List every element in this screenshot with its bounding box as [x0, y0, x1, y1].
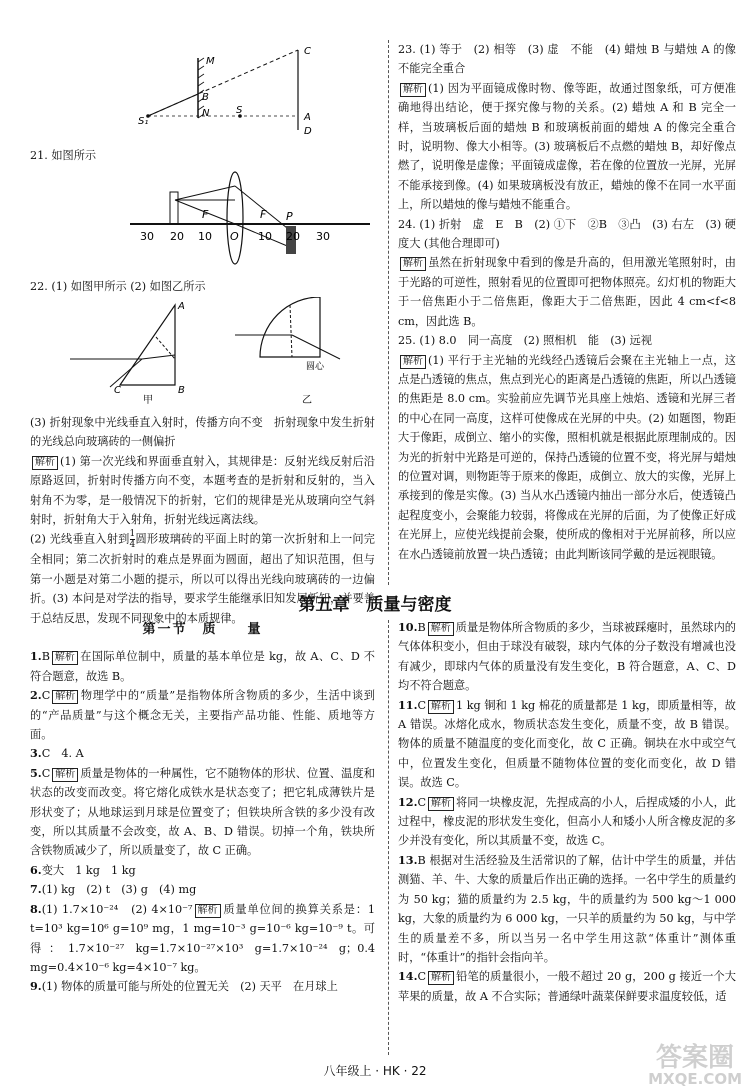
- left-top-column: [30, 40, 375, 628]
- column-divider-top: [388, 40, 389, 585]
- q25-analysis: 解析 (1) 平行于主光轴的光线经凸透镜后会聚在主光轴上一点，这点是凸透镜的焦点，焦点到光心的距离是凸透镜的焦距，所以凸透镜的焦距是 8.0 cm。实验前应先调节光具座上烛焰、透镜和光屏三者的中心在同一高度，这样可使像成在光屏的中央。(2) 如题图，物距大于像距，成倒立、缩小的实像，照相机就是根据此原理制成的。因为光的折射中光路是可逆的，保持凸透镜的位置不变，将光屏与蜡烛的位置对调，则物距等于原来的像距，成倒立、放大的实像，光屏上承接到的像是实像。(3) 当从水凸透镜内抽出一部分水后，使透镜凸起程度变小，会聚能力较弱，将像成在光屏的后面，为了使像正好成在光屏上，应使光线提前会聚，使所成的像相对于光屏前移，所以应在水凸透镜前放置一块凸透镜；由此判断该同学戴的是远视眼镜。: [398, 353, 736, 561]
- q11: 11.C 解析 1 kg 铜和 1 kg 棉花的质量都是 1 kg，即质量相等，故 A 错误。冰熔化成水，物质状态发生变化，质量不变，故 B 错误。物体的质量不随温度的变化而变化，故 C 正确。铜块在水中或空气中，位置发生变化，但质量不随物体位置的变化而变化，故 D 错误。故选 C。: [398, 697, 736, 790]
- q23-head: 23. (1) 等于 (2) 相等 (3) 虚 不能 (4) 蜡烛 B 与蜡烛 A 的像不能完全重合: [398, 43, 736, 76]
- section-title: 第一节 质 量: [142, 622, 263, 637]
- q22-label: 22. (1) 如图甲所示 (2) 如图乙所示: [30, 280, 206, 294]
- column-divider-bottom: [388, 620, 389, 1055]
- watermark-logo: 答案圈 MXQE.COM: [648, 1043, 742, 1088]
- q2: 2.C 解析 物理学中的“质量”是指物体所含物质的多少，生活中谈到的“产品质量”与这个概念无关，主要指产品功能、性能、质地等方面。: [30, 688, 375, 742]
- label-a: A: [304, 112, 311, 123]
- caption-jia: 甲: [143, 394, 153, 406]
- label-b: B: [202, 92, 209, 103]
- refraction-diagrams: [30, 297, 375, 407]
- label-f1: F: [202, 207, 209, 221]
- label-p: P: [286, 209, 293, 223]
- q23-analysis: 解析 (1) 因为平面镜成像时物、像等距，故通过图象纸，可方便准确地得出结论，便于探究像与物的关系。(2) 蜡烛 A 和 B 完全一样，当玻璃板后面的蜡烛 B 和玻璃板前面的蜡烛 A 的像完全重合时，说明物、像大小相等。(3) 玻璃板后不点燃的蜡烛 B，却好像点燃了，说明像是虚像；平面镜成虚像，若在像的位置放一光屏，光屏不能承接到像。(4) 如果玻璃板没有放正，蜡烛的像不在同一水平面上，所以蜡烛的像与蜡烛不能重合。: [398, 81, 736, 212]
- q24-analysis: 解析 虽然在折射现象中看到的像是升高的，但用激光笔照射时，由于光路的可逆性，照射看见的位置即可把物体照亮。幻灯机的物距大于一倍焦距小于二倍焦距，像距大于二倍焦距，因此 4 cm<f<8 cm，因此选 B。: [398, 256, 736, 328]
- label-m: M: [206, 56, 215, 67]
- label-center: 圆心: [306, 361, 325, 372]
- label-c: C: [304, 46, 311, 57]
- q21-label: 21. 如图所示: [30, 149, 97, 163]
- q5: 5.C 解析 质量是物体的一种属性，它不随物体的形状、位置、温度和状态的改变而改变。将它熔化成铁水是状态变了；把它轧成薄铁片是形状变了；从地球运到月球是位置变了；但铁块所含铁的多少没有改变，所以其质量不会改变，故 A、B、D 错误。切掉一个角，铁块所含铁物质减少了，所以质量变了，故 C 正确。: [30, 765, 375, 858]
- caption-yi: 乙: [302, 394, 312, 406]
- fraction-quarter: $\frac{1}{4}$: [129, 529, 136, 551]
- tick-10-left: 10: [198, 229, 212, 243]
- label-f2: F: [260, 207, 267, 221]
- q14: 14.C 解析 铅笔的质量很小，一般不超过 20 g，200 g 接近一个大苹果的质量，故 A 不合实际；普通绿叶蔬菜保鲜要求温度较低，适: [398, 969, 736, 1003]
- prism-label-c: C: [114, 384, 121, 396]
- tick-30-left: 30: [140, 229, 154, 243]
- right-top-column: [398, 40, 736, 564]
- label-s1: S₁: [138, 116, 149, 127]
- convex-lens-diagram: [30, 166, 375, 271]
- label-d: D: [304, 126, 312, 137]
- tick-20-left: 20: [170, 229, 184, 243]
- tick-o: O: [230, 229, 239, 243]
- q13: 13.B 根据对生活经验及生活常识的了解，估计中学生的质量，并估测猫、羊、牛、大象的质量后作出正确的选择。一名中学生的质量约为 50 kg；猫的质量约为 2.5 kg，牛的质量约为 500 kg～1 000 kg，大象的质量约为 6 000 kg，一只羊的质量约为 50 kg，与中学生的质量差不多，所以当另一名中学生用这款“体重计”测体重时，“体重计”的指针会指向羊。: [398, 852, 736, 964]
- prism-label-a: A: [178, 300, 185, 312]
- prism-label-b: B: [178, 384, 185, 396]
- q22-analysis1: 解析 (1) 第一次光线和界面垂直射入，其规律是：反射光线反射后沿原路返回，折射时传播方向不变，本题考查的是折射和反射的，当入射角不为零，是一般情况下的折射，它们的规律是光从玻璃向空气斜射时，折射角大于入射角，折射光线远离法线。: [30, 454, 375, 527]
- q1: 1.B 解析 在国际单位制中，质量的基本单位是 kg，故 A、C、D 不符合题意，故选 B。: [30, 649, 375, 683]
- tick-10-right: 10: [258, 229, 272, 243]
- tick-30-right: 30: [316, 229, 330, 243]
- chapter-title: 第五章 质量与密度: [298, 595, 452, 615]
- left-bottom-column: [30, 622, 375, 997]
- tick-20-right: 20: [286, 229, 300, 243]
- mirror-reflection-diagram: [30, 40, 375, 140]
- page-footer: 八年级上 · HK · 22: [323, 1064, 427, 1078]
- q9: 9.(1) 物体的质量可能与所处的位置无关 (2) 天平 在月球上: [30, 979, 338, 994]
- label-n: N: [202, 108, 210, 119]
- q6: 6.变大 1 kg 1 kg: [30, 862, 136, 877]
- q7: 7.(1) kg (2) t (3) g (4) mg: [30, 882, 197, 897]
- label-s: S: [236, 105, 243, 116]
- q10: 10.B 解析 质量是物体所含物质的多少，当球被踩瘪时，虽然球内的气体体积变小，但由于球没有破裂，球内气体的分子数没有增减也没有减少，即球内气体的质量没有发生变化，B 符合题意，A、C、D 均不符合题意。: [398, 620, 736, 693]
- q25-head: 25. (1) 8.0 同一高度 (2) 照相机 能 (3) 远视: [398, 334, 652, 348]
- q8: 8.(1) 1.7×10⁻²⁴ (2) 4×10⁻⁷ 解析 质量单位间的换算关系是：1 t=10³ kg=10⁶ g=10⁹ mg，1 mg=10⁻³ g=10⁻⁶ kg=10⁻⁹ t。可得：1.7×10⁻²⁷ kg=1.7×10⁻²⁷×10³ g=1.7×10⁻²⁴ g；0.4 mg=0.4×10⁻⁶ kg=4×10⁻⁷ kg。: [30, 901, 375, 974]
- q22-analysis2: (2) 光线垂直入射到 $\frac{1}{4}$ 圆形玻璃砖的平面上时的第一次折射和上一问完全相同；第二次折射时的难点是界面为圆面，超出了知识范围，但与第一小题是对第二小题的提示，所以可以得出光线向玻璃砖的一边偏折。(3) 本问是对学法的指导，要求学生能继承旧知发展新知，并要善于总结反思，发现不同现象中的本质规律。: [30, 529, 375, 625]
- analysis-tag: 解析: [32, 456, 58, 470]
- q12: 12.C 解析 将同一块橡皮泥，先捏成高的小人，后捏成矮的小人，此过程中，橡皮泥的形状发生变化，但高小人和矮小人所含橡皮泥的多少并没有变化，所以其质量不变，故选 C。: [398, 794, 736, 848]
- right-bottom-column: [398, 618, 736, 1006]
- q22-part3: (3) 折射现象中光线垂直入射时，传播方向不变 折射现象中发生折射的光线总向玻璃砖的一侧偏折: [30, 416, 375, 449]
- q3-4: 3.C 4. A: [30, 746, 84, 761]
- q24-head: 24. (1) 折射 虚 E B (2) ①下 ②B ③凸 (3) 右左 (3) 硬度大 (其他合理即可): [398, 217, 736, 251]
